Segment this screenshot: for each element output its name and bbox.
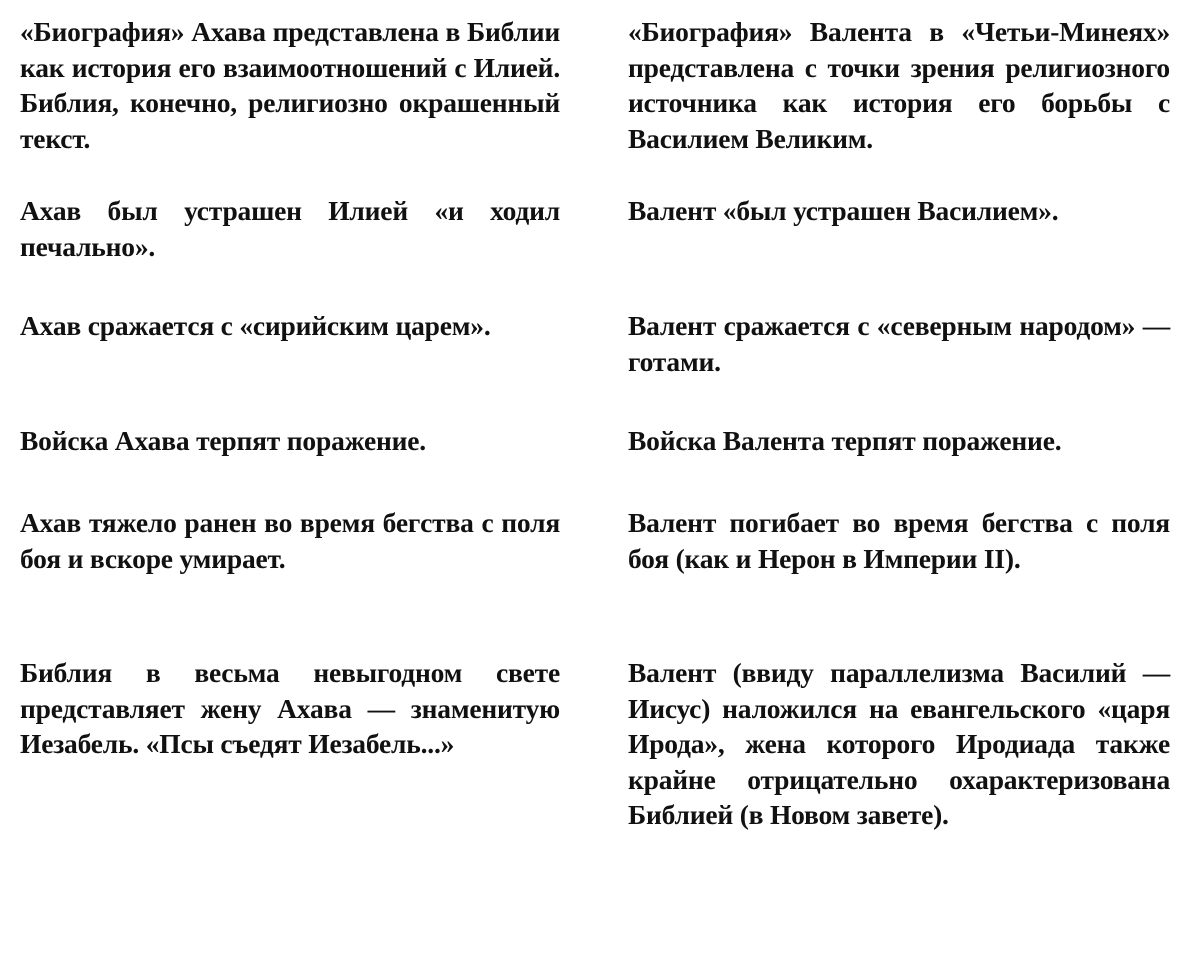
valens-column-text: Валент «был устрашен Василием». bbox=[628, 195, 1059, 226]
ahab-column-text: Ахав был устрашен Илией «и ходил печально». bbox=[20, 195, 560, 262]
comparison-row bbox=[20, 423, 1170, 505]
ahab-column-text: Библия в весьма невыгодном свете представляет жену Ахава — знаменитую Иезабель. «Псы съедят Иезабель...» bbox=[20, 657, 560, 759]
ahab-column-text: «Биография» Ахава представлена в Библии как история его взаимоотношений с Илией. Библия, конечно, религиозно окрашенный текст. bbox=[20, 16, 560, 154]
valens-column-text: «Биография» Валента в «Четьи-Минеях» представлена с точки зрения религиозного источника как история его борьбы с Василием Великим. bbox=[628, 16, 1170, 154]
valens-column-text: Валент погибает во время бегства с поля боя (как и Нерон в Империи II). bbox=[628, 507, 1170, 574]
comparison-row bbox=[20, 655, 1170, 905]
ahab-column-text: Ахав тяжело ранен во время бегства с поля боя и вскоре умирает. bbox=[20, 507, 560, 574]
ahab-column-text: Войска Ахава терпят поражение. bbox=[20, 425, 426, 456]
comparison-row bbox=[20, 193, 1170, 308]
valens-column-text: Валент сражается с «северным народом» — готами. bbox=[628, 310, 1170, 377]
comparison-table bbox=[20, 14, 1170, 905]
ahab-column-text: Ахав сражается с «сирийским царем». bbox=[20, 310, 491, 341]
valens-column-text: Валент (ввиду параллелизма Василий — Иисус) наложился на евангельского «царя Ирода», жена которого Иродиада также крайне отрицательно охарактеризована Библией (в Новом завете). bbox=[628, 657, 1170, 830]
comparison-row bbox=[20, 14, 1170, 193]
valens-column-text: Войска Валента терпят поражение. bbox=[628, 425, 1062, 456]
comparison-row bbox=[20, 308, 1170, 423]
comparison-row bbox=[20, 505, 1170, 655]
